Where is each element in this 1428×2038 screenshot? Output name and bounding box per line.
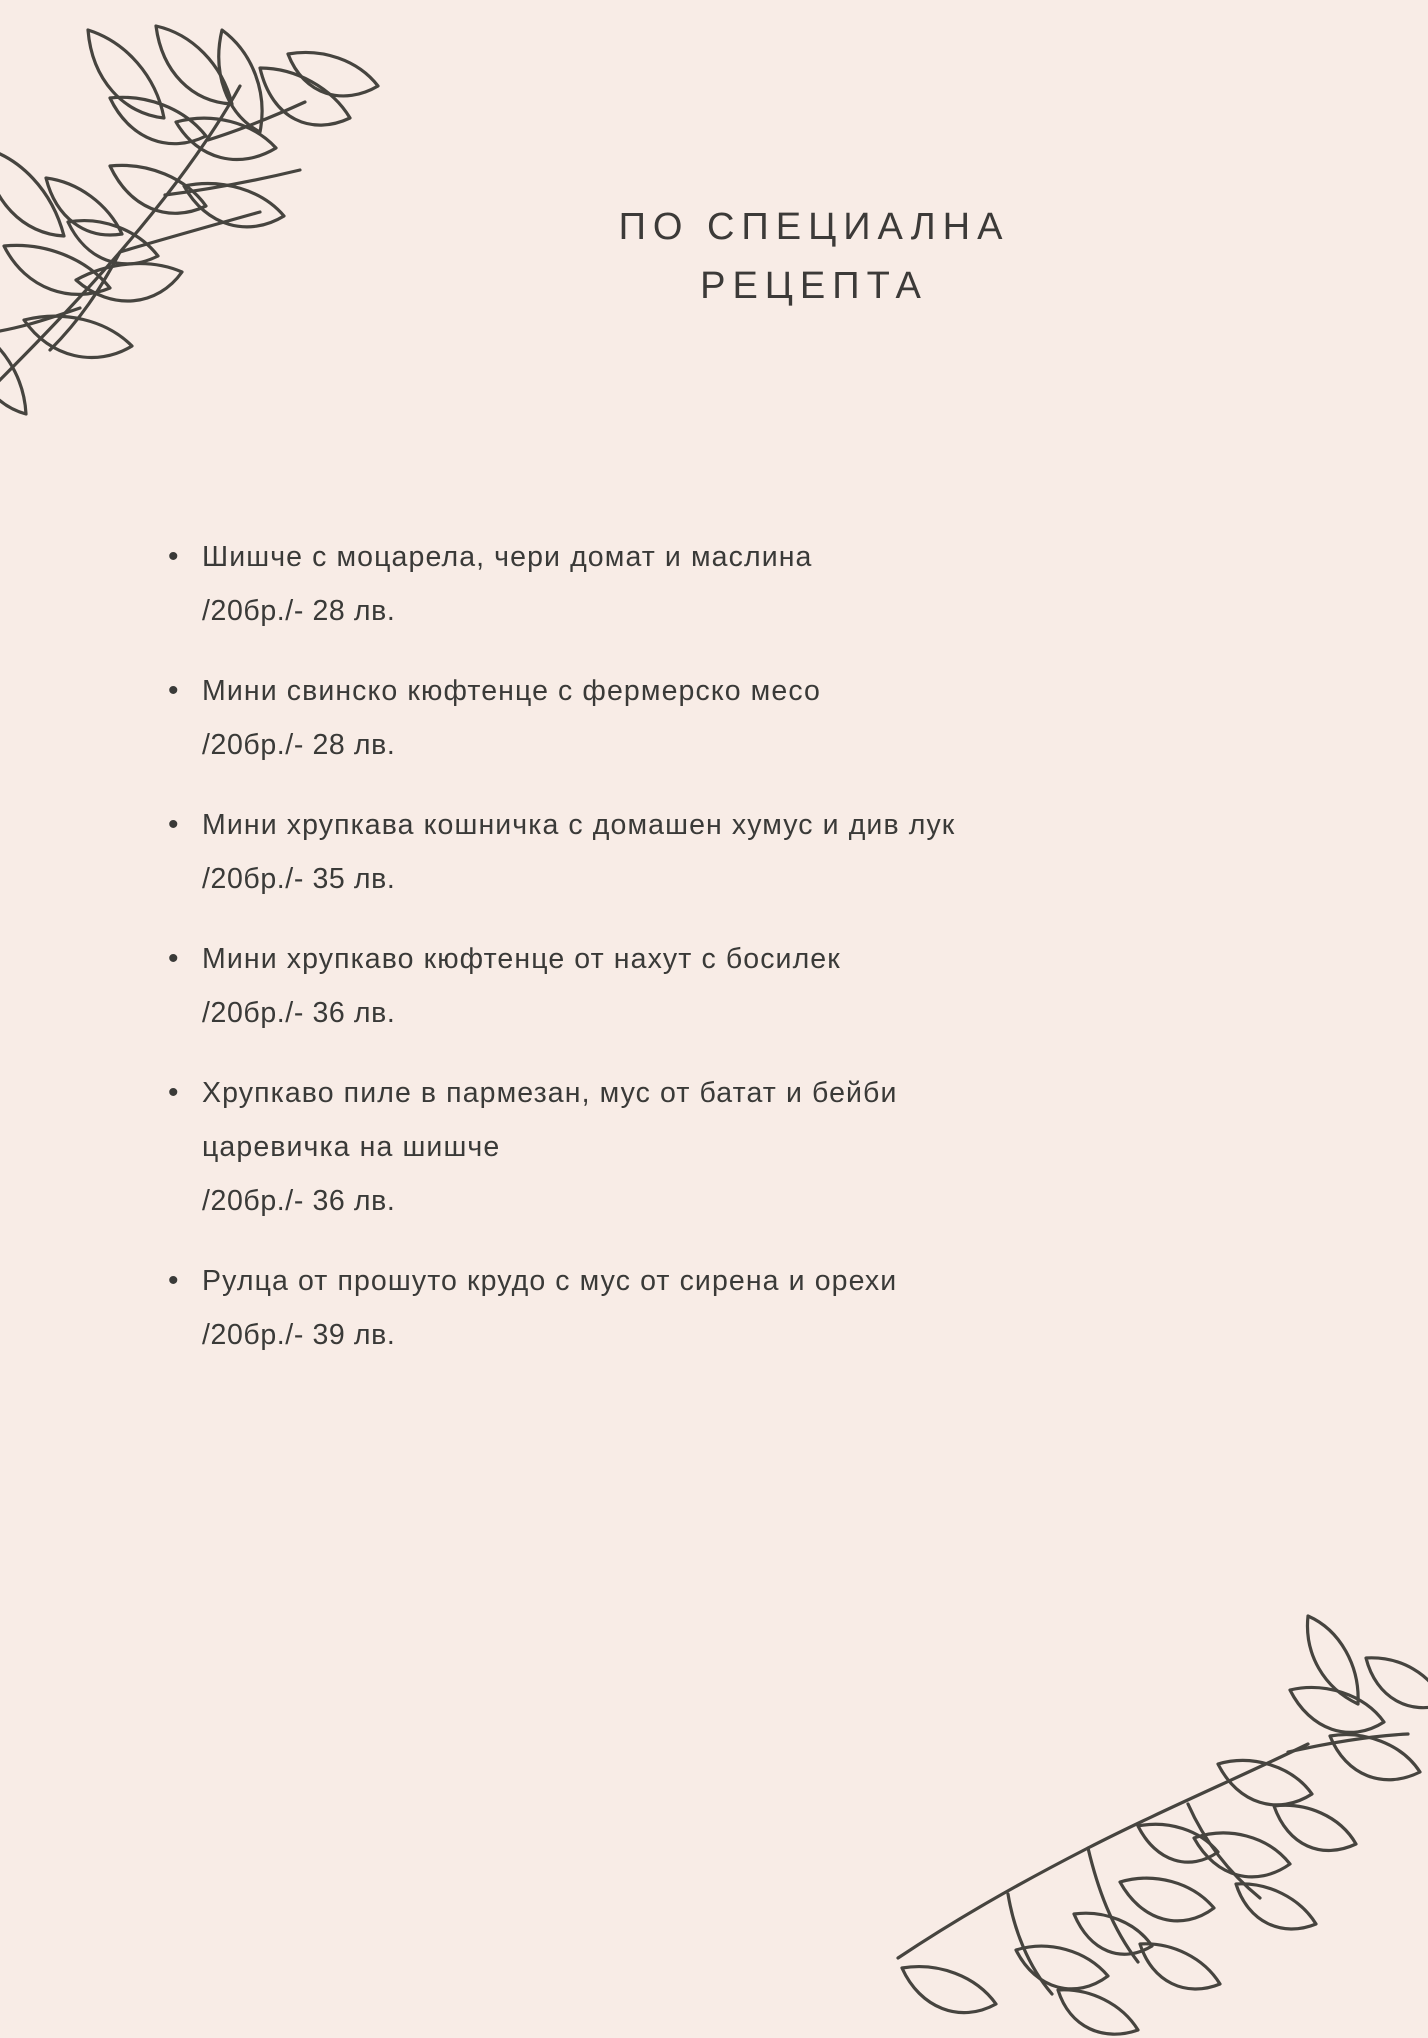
list-item — [168, 1254, 1188, 1362]
list-item — [168, 932, 1188, 1040]
menu-item-price: /20бр./- 28 лв. — [202, 729, 396, 761]
menu-item-price: /20бр./- 28 лв. — [202, 595, 396, 627]
list-item — [168, 530, 1188, 638]
page-title-line-2: РЕЦЕПТА — [700, 264, 928, 307]
menu-item-price: /20бр./- 35 лв. — [202, 863, 396, 895]
menu-item-price: /20бр./- 36 лв. — [202, 1185, 396, 1217]
list-item — [168, 1066, 1188, 1228]
menu-list — [168, 530, 1188, 1388]
list-item — [168, 664, 1188, 772]
menu-item-name: Мини свинско кюфтенце с фермерско месо — [202, 675, 821, 707]
menu-item-name: Мини хрупкаво кюфтенце от нахут с босилек — [202, 943, 841, 975]
page-title-line-1: ПО СПЕЦИАЛНА — [618, 206, 1010, 248]
bullet-icon: • — [168, 1076, 179, 1109]
bullet-icon: • — [168, 808, 179, 841]
menu-item-price: /20бр./- 39 лв. — [202, 1319, 396, 1351]
menu-item-name: Хрупкаво пиле в пармезан, мус от батат и бейби — [202, 1077, 898, 1109]
bullet-icon: • — [168, 942, 179, 975]
menu-item-name-continued: царевичка на шишче — [202, 1131, 501, 1163]
menu-item-price: /20бр./- 36 лв. — [202, 997, 396, 1029]
botanical-branch-bottom-right-icon — [888, 1538, 1428, 2038]
bullet-icon: • — [168, 674, 179, 707]
menu-item-name: Рулца от прошуто крудо с мус от сирена и орехи — [202, 1265, 898, 1297]
page-title — [0, 198, 1428, 316]
bullet-icon: • — [168, 1264, 179, 1297]
menu-item-name: Мини хрупкава кошничка с домашен хумус и див лук — [202, 809, 956, 841]
menu-item-name: Шишче с моцарела, чери домат и маслина — [202, 541, 813, 573]
bullet-icon: • — [168, 540, 179, 573]
list-item — [168, 798, 1188, 906]
